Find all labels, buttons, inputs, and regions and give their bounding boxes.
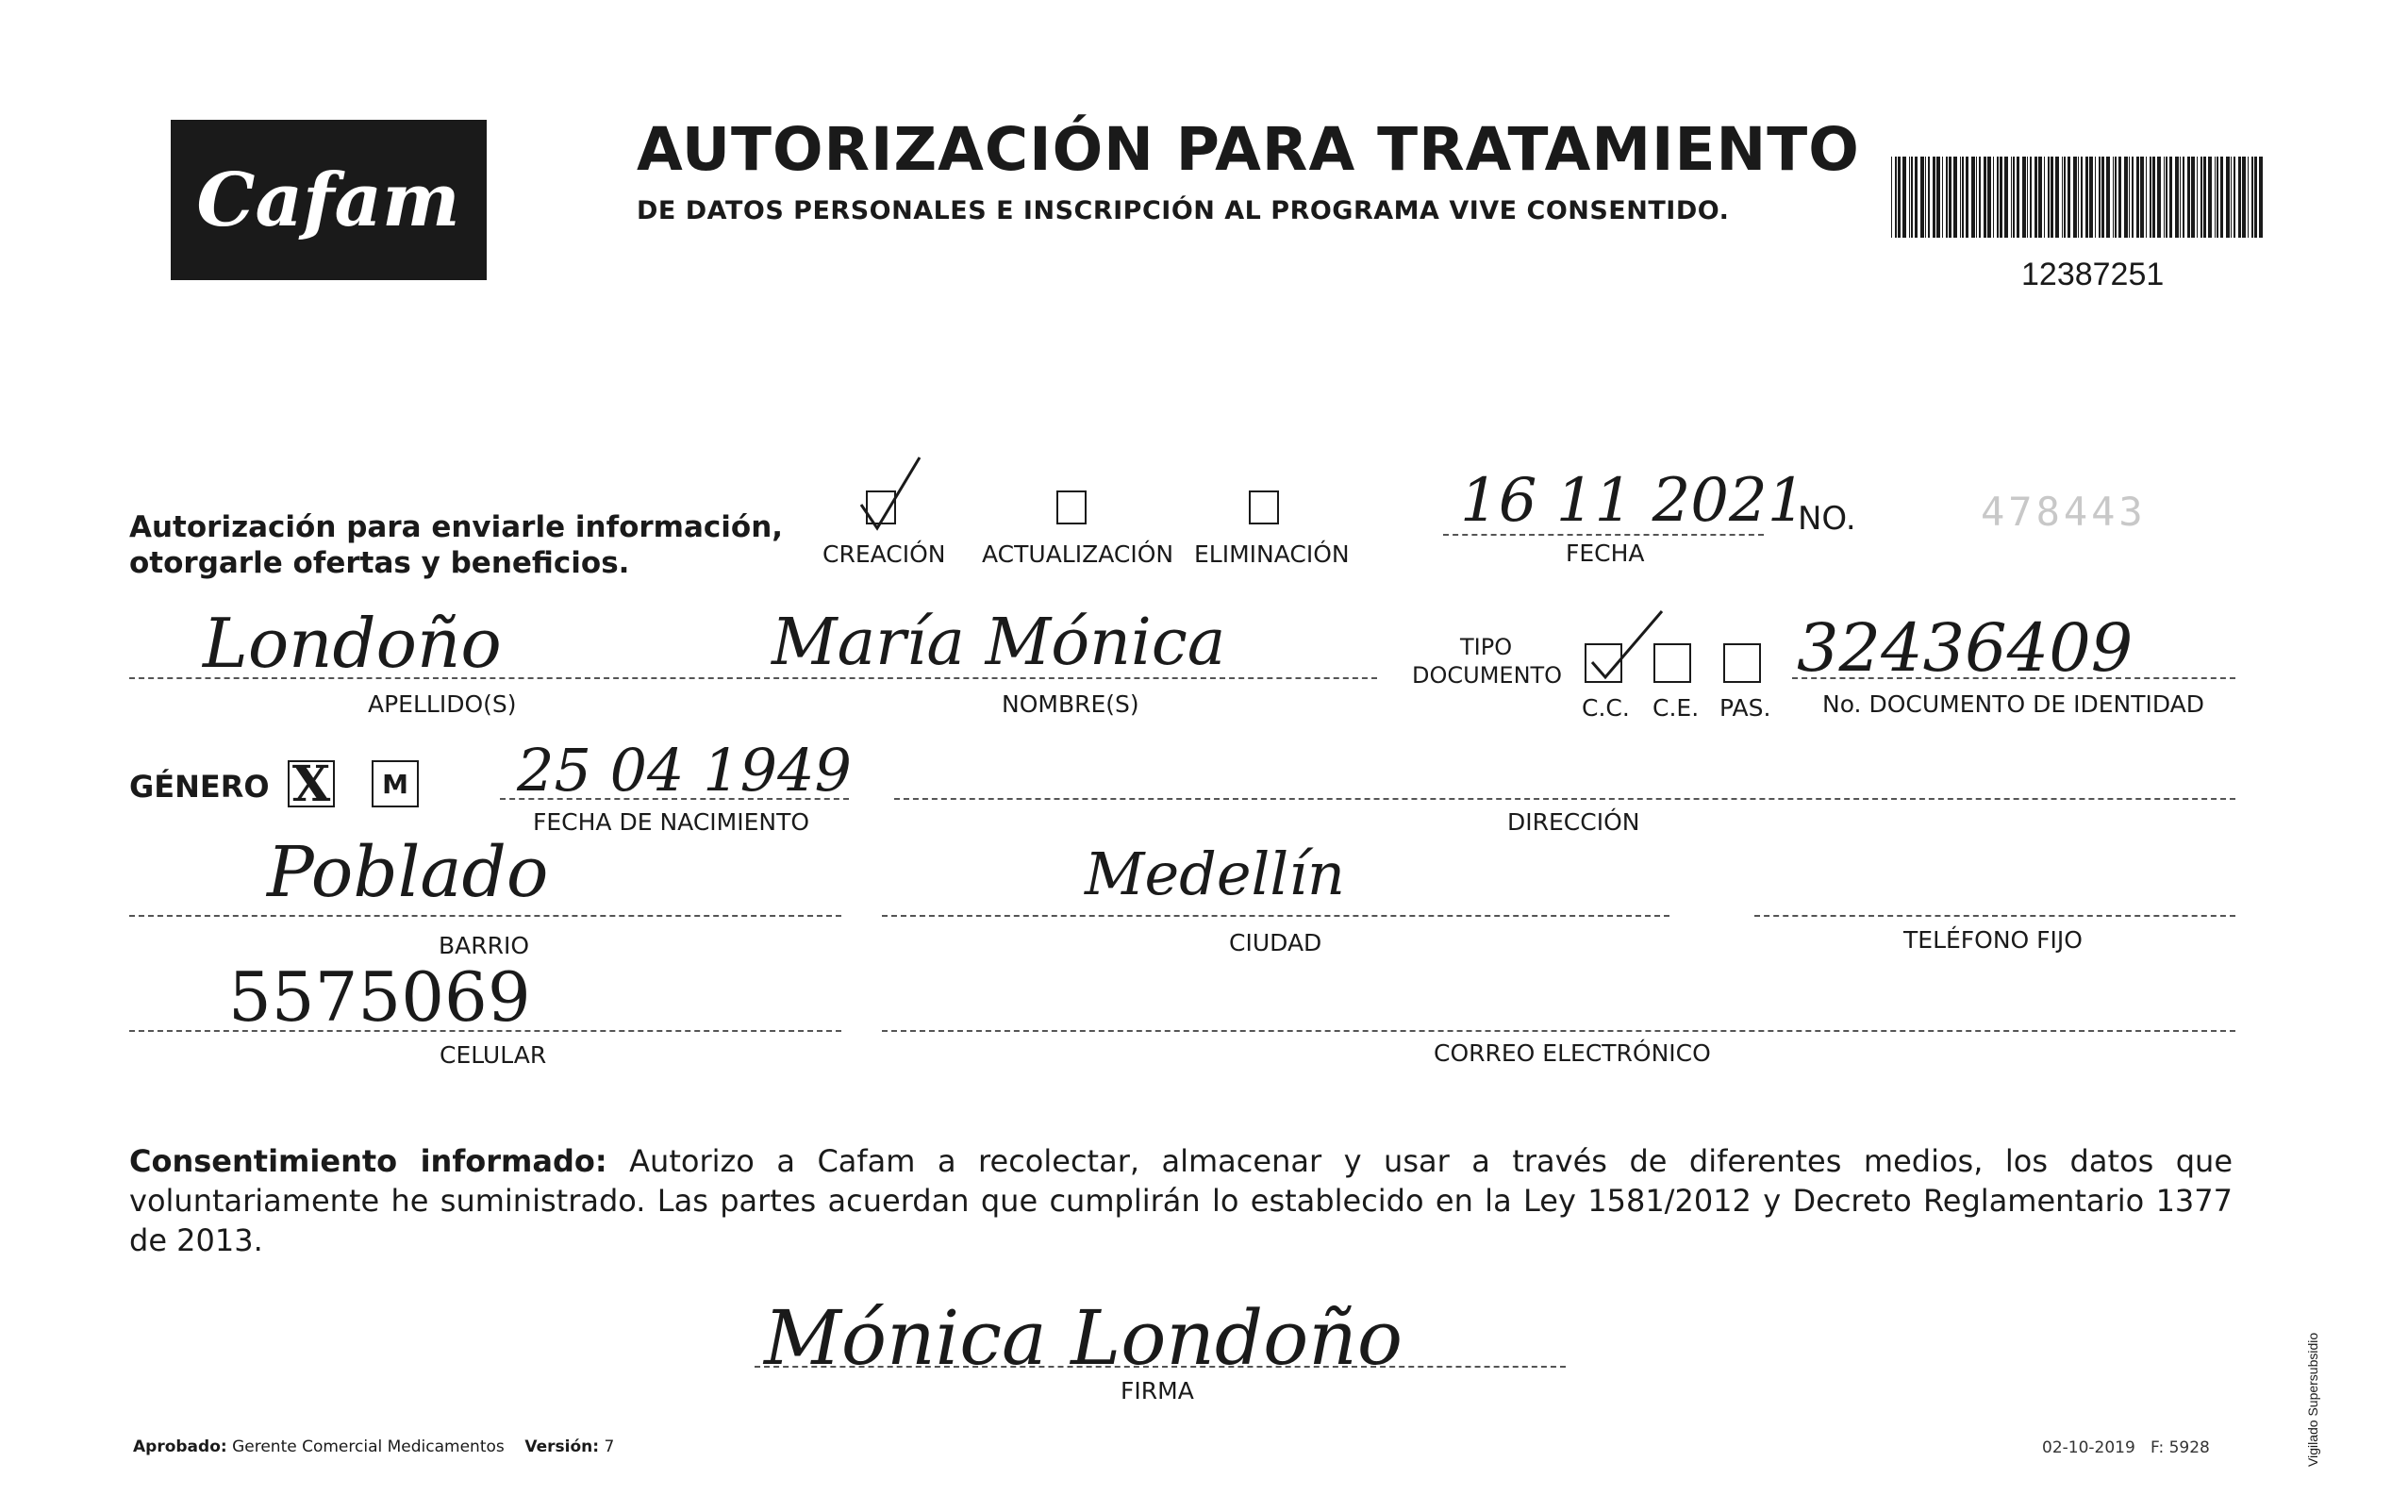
- barcode-bar: [1915, 157, 1918, 238]
- barcode-bar: [2030, 157, 2032, 238]
- nacimiento-label: FECHA DE NACIMIENTO: [533, 808, 810, 836]
- barcode-bar: [2048, 157, 2050, 238]
- footer-approval: [133, 1437, 614, 1456]
- consent-heading: Consentimiento informado:: [129, 1143, 607, 1179]
- barcode-bar: [2089, 157, 2093, 238]
- consent-paragraph: [129, 1141, 2233, 1260]
- barcode-bar: [2164, 157, 2165, 238]
- celular-label: CELULAR: [440, 1041, 547, 1069]
- barcode-bar: [2166, 157, 2167, 238]
- barcode-bar: [2095, 157, 2096, 238]
- supervision-text: Vigilado Supersubsidio: [2305, 1332, 2320, 1467]
- consent-text: Autorizo a Cafam a recolectar, almacenar y usar a través de diferentes medios, los datos que voluntariamente he suministrado. Las partes acuerdan que cumplirán lo establecido en la Ley 1581/2012 y Decreto Reglamentario 1377 de 2013.: [129, 1143, 2234, 1258]
- barcode-bar: [2022, 157, 2026, 238]
- barcode-bar: [2175, 157, 2179, 238]
- barcode: [1889, 157, 2267, 245]
- authorization-lead-line-1: Autorización para enviarle información,: [129, 510, 784, 544]
- barcode-bar: [1993, 157, 1994, 238]
- eliminacion-label: ELIMINACIÓN: [1194, 540, 1350, 568]
- barcode-bar: [2011, 157, 2012, 238]
- ce-label: C.E.: [1652, 694, 1700, 722]
- ciudad-line: [882, 915, 1669, 917]
- barcode-bar: [2140, 157, 2144, 238]
- barcode-bar: [1984, 157, 1986, 238]
- footer-code: [2042, 1438, 2210, 1457]
- apellidos-value: Londoño: [203, 604, 502, 683]
- ce-checkbox[interactable]: [1653, 643, 1691, 683]
- barcode-bar: [1976, 157, 1977, 238]
- genero-m-checkbox[interactable]: [372, 760, 419, 807]
- barrio-label: BARRIO: [439, 932, 530, 959]
- barcode-bar: [2129, 157, 2130, 238]
- telefono-line: [1754, 915, 2235, 917]
- barcode-bar: [2157, 157, 2161, 238]
- barcode-bar: [1942, 157, 1943, 238]
- barcode-bar: [2027, 157, 2028, 238]
- documento-id-label: No. DOCUMENTO DE IDENTIDAD: [1822, 690, 2205, 718]
- barcode-bar: [2187, 157, 2190, 238]
- barcode-bar: [2034, 157, 2037, 238]
- barcode-bar: [2191, 157, 2195, 238]
- barcode-bar: [2208, 157, 2212, 238]
- barcode-bar: [2073, 157, 2077, 238]
- barcode-bar: [1966, 157, 1968, 238]
- apellidos-line: [129, 677, 752, 679]
- barcode-bar: [1920, 157, 1924, 238]
- genero-m-label: M: [382, 768, 408, 800]
- barcode-bar: [1949, 157, 1951, 238]
- eliminacion-checkbox[interactable]: [1249, 490, 1279, 524]
- celular-value: 5575069: [228, 957, 531, 1037]
- barcode-bar: [2220, 157, 2223, 238]
- correo-label: CORREO ELECTRÓNICO: [1434, 1039, 1711, 1067]
- barcode-bar: [2136, 157, 2139, 238]
- ciudad-label: CIUDAD: [1229, 929, 1322, 956]
- barcode-bar: [2217, 157, 2218, 238]
- barcode-bar: [2231, 157, 2232, 238]
- signature: Mónica Londoño: [764, 1294, 1403, 1382]
- barcode-bar: [2203, 157, 2206, 238]
- folio-number: 478443: [1981, 489, 2147, 535]
- barcode-bar: [1909, 157, 1910, 238]
- barcode-bar: [1891, 157, 1892, 238]
- genero-f-checkbox[interactable]: [288, 755, 335, 813]
- direccion-label: DIRECCIÓN: [1507, 808, 1640, 836]
- barcode-bar: [2215, 157, 2216, 238]
- signature-label: FIRMA: [1121, 1377, 1194, 1404]
- barcode-bar: [2055, 157, 2059, 238]
- version-label: Versión:: [524, 1437, 600, 1456]
- supervision-mark: [2299, 1250, 2327, 1467]
- barcode-bar: [1925, 157, 1926, 238]
- barcode-bar: [2146, 157, 2147, 238]
- aprobado-label: Aprobado:: [133, 1437, 227, 1456]
- nacimiento-value: 25 04 1949: [517, 736, 852, 805]
- barcode-bar: [2251, 157, 2253, 238]
- ciudad-value: Medellín: [1085, 839, 1345, 908]
- nombres-value: María Mónica: [772, 606, 1226, 680]
- barcode-bar: [2150, 157, 2151, 238]
- barcode-bar: [1979, 157, 1981, 238]
- barcode-bar: [2197, 157, 2198, 238]
- barcode-bar: [2259, 157, 2263, 238]
- nombres-label: NOMBRE(S): [1002, 690, 1139, 718]
- barcode-bar: [1936, 157, 1940, 238]
- barcode-bar: [2132, 157, 2134, 238]
- barcode-bar: [2242, 157, 2246, 238]
- barcode-bar: [2118, 157, 2121, 238]
- barcode-bar: [2099, 157, 2101, 238]
- barcode-bar: [2115, 157, 2117, 238]
- footer-date: 02-10-2019: [2042, 1438, 2135, 1457]
- form-title: AUTORIZACIÓN PARA TRATAMIENTO: [637, 115, 1860, 184]
- barcode-number: 12387251: [2021, 257, 2165, 292]
- barcode-bar: [1953, 157, 1957, 238]
- barcode-bar: [2113, 157, 2114, 238]
- barcode-bar: [2044, 157, 2045, 238]
- signature-line: [755, 1366, 1566, 1368]
- nombres-line: [755, 677, 1377, 679]
- genero-label: GÉNERO: [129, 769, 270, 805]
- barcode-bar: [2106, 157, 2110, 238]
- no-label: NO.: [1798, 500, 1856, 538]
- barcode-bar: [2169, 157, 2172, 238]
- tipo-label: TIPO: [1460, 634, 1513, 660]
- barcode-bar: [1971, 157, 1975, 238]
- barcode-bar: [2085, 157, 2088, 238]
- fecha-label: FECHA: [1566, 540, 1645, 567]
- barcode-bar: [2101, 157, 2104, 238]
- authorization-lead-line-2: otorgarle ofertas y beneficios.: [129, 546, 630, 580]
- barcode-bar: [2248, 157, 2249, 238]
- genero-f-mark: X: [291, 755, 331, 813]
- barcode-bar: [2062, 157, 2063, 238]
- nacimiento-line: [500, 798, 849, 800]
- fecha-line: [1443, 534, 1764, 536]
- version-value: 7: [604, 1437, 615, 1456]
- documento-value: 32436409: [1797, 609, 2134, 687]
- barcode-bar: [2081, 157, 2083, 238]
- pas-label: PAS.: [1719, 694, 1771, 722]
- barcode-bar: [2180, 157, 2181, 238]
- authorization-lead: [129, 509, 783, 581]
- creacion-label: CREACIÓN: [822, 540, 946, 568]
- form-subtitle: DE DATOS PERSONALES E INSCRIPCIÓN AL PROGRAMA VIVE CONSENTIDO.: [637, 196, 1730, 225]
- apellidos-label: APELLIDO(S): [368, 690, 517, 718]
- barcode-bar: [1960, 157, 1961, 238]
- barcode-bar: [2226, 157, 2230, 238]
- barcode-bar: [2234, 157, 2235, 238]
- barcode-bar: [1997, 157, 1999, 238]
- barcode-bar: [1911, 157, 1913, 238]
- barcode-bar: [2254, 157, 2257, 238]
- barcode-bar: [2078, 157, 2079, 238]
- barcode-bar: [2051, 157, 2053, 238]
- barcode-bar: [1895, 157, 1897, 238]
- correo-line: [882, 1030, 2235, 1032]
- fecha-value: 16 11 2021: [1460, 466, 1806, 536]
- barcode-bar: [2183, 157, 2184, 238]
- cc-label: C.C.: [1582, 694, 1630, 722]
- direccion-line: [894, 798, 2235, 800]
- barcode-bar: [2013, 157, 2015, 238]
- barrio-line: [129, 915, 841, 917]
- barcode-bar: [1928, 157, 1930, 238]
- barcode-bar: [1933, 157, 1935, 238]
- cafam-logo: [171, 120, 487, 280]
- barcode-bar: [1902, 157, 1906, 238]
- documento-label: DOCUMENTO: [1412, 662, 1563, 689]
- logo-text: Cafam: [196, 158, 460, 243]
- barcode-bar: [2068, 157, 2070, 238]
- telefono-label: TELÉFONO FIJO: [1903, 926, 2083, 954]
- celular-line: [129, 1030, 841, 1032]
- documento-line: [1792, 677, 2235, 679]
- barcode-bar: [1946, 157, 1948, 238]
- aprobado-value: Gerente Comercial Medicamentos: [232, 1437, 505, 1456]
- barcode-bar: [2038, 157, 2042, 238]
- barcode-bar: [2124, 157, 2128, 238]
- barcode-bar: [1962, 157, 1964, 238]
- barcode-bar: [2000, 157, 2002, 238]
- barcode-bar: [2017, 157, 2019, 238]
- barcode-bar: [1987, 157, 1991, 238]
- barrio-value: Poblado: [267, 832, 549, 913]
- barcode-bar: [2238, 157, 2241, 238]
- actualizacion-label: ACTUALIZACIÓN: [982, 540, 1174, 568]
- barcode-bar: [2152, 157, 2155, 238]
- checkmark-icon: [854, 453, 929, 538]
- barcode-bar: [2004, 157, 2008, 238]
- actualizacion-checkbox[interactable]: [1056, 490, 1087, 524]
- pas-checkbox[interactable]: [1723, 643, 1761, 683]
- barcode-bar: [1898, 157, 1901, 238]
- barcode-bar: [2064, 157, 2066, 238]
- barcode-bar: [2200, 157, 2202, 238]
- footer-form-code: F: 5928: [2151, 1438, 2210, 1457]
